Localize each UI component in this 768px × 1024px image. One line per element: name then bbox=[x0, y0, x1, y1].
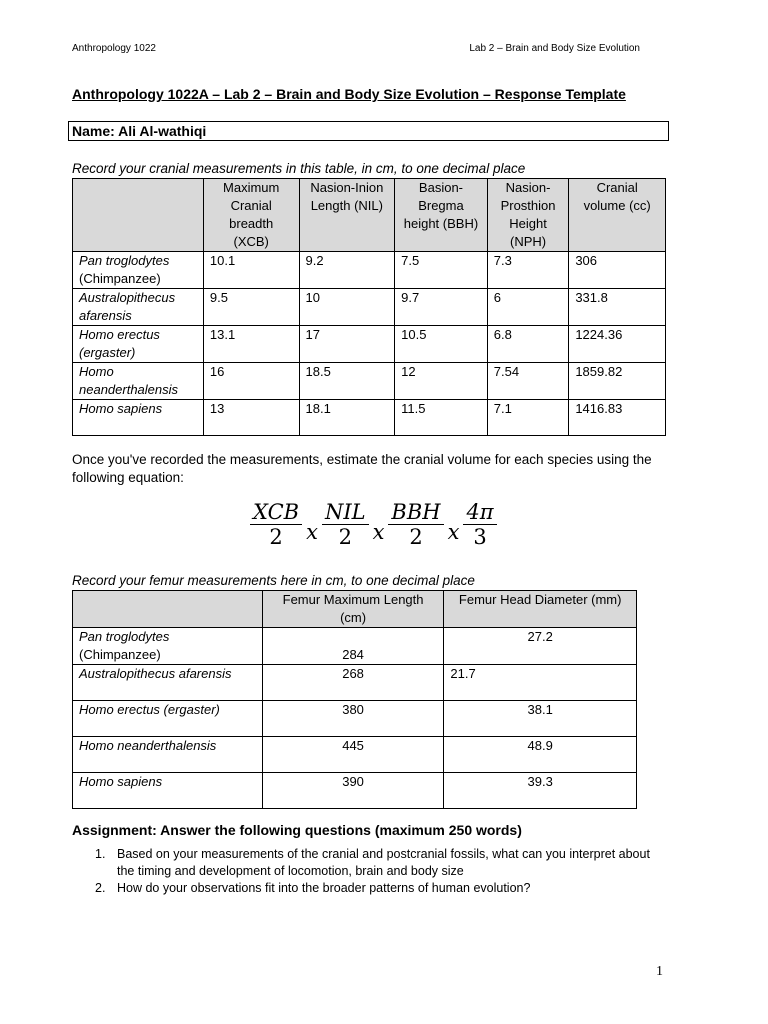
fraction-xcb bbox=[250, 500, 302, 549]
question-number: 1. bbox=[95, 847, 106, 861]
table-row bbox=[73, 400, 666, 436]
cranial-volume-equation bbox=[248, 500, 499, 549]
denominator: 2 bbox=[409, 525, 423, 549]
species-cell: Homo erectus (ergaster) bbox=[73, 701, 263, 737]
femur-head-cell[interactable]: 38.1 bbox=[444, 701, 637, 737]
name-field[interactable] bbox=[68, 121, 669, 141]
femur-header-row bbox=[73, 591, 637, 628]
species-common-name: (Chimpanzee) bbox=[79, 647, 161, 662]
nph-cell[interactable]: 7.3 bbox=[487, 252, 569, 289]
species-name: Pan troglodytes bbox=[79, 253, 170, 268]
denominator: 3 bbox=[473, 525, 487, 549]
femur-length-cell[interactable]: 284 bbox=[262, 628, 444, 665]
nph-cell[interactable]: 7.54 bbox=[487, 363, 569, 400]
table-row bbox=[73, 737, 637, 773]
femur-table bbox=[72, 590, 637, 809]
col-header-nil: Nasion-Inion Length (NIL) bbox=[299, 179, 395, 252]
nil-cell[interactable]: 10 bbox=[299, 289, 395, 326]
femur-header-empty bbox=[73, 591, 263, 628]
bbh-cell[interactable]: 10.5 bbox=[395, 326, 488, 363]
nil-cell[interactable]: 17 bbox=[299, 326, 395, 363]
femur-head-cell[interactable]: 48.9 bbox=[444, 737, 637, 773]
femur-length-cell[interactable]: 445 bbox=[262, 737, 444, 773]
numerator: BBH bbox=[391, 500, 441, 524]
species-cell: Australopithecus afarensis bbox=[73, 289, 204, 326]
name-label: Name: Ali Al-wathiqi bbox=[72, 123, 207, 139]
list-item bbox=[95, 846, 655, 880]
assignment-heading: Assignment: Answer the following questions (maximum 250 words) bbox=[72, 822, 522, 838]
species-cell: Australopithecus afarensis bbox=[73, 665, 263, 701]
nil-cell[interactable]: 18.1 bbox=[299, 400, 395, 436]
nph-cell[interactable]: 6.8 bbox=[487, 326, 569, 363]
femur-head-cell[interactable]: 39.3 bbox=[444, 773, 637, 809]
xcb-cell[interactable]: 13.1 bbox=[203, 326, 299, 363]
species-cell bbox=[73, 326, 204, 363]
page-number: 1 bbox=[656, 964, 663, 979]
table-row bbox=[73, 773, 637, 809]
femur-head-cell[interactable]: 27.2 bbox=[444, 628, 637, 665]
header-course: Anthropology 1022 bbox=[72, 43, 156, 54]
page-title: Anthropology 1022A – Lab 2 – Brain and Body Size Evolution – Response Template bbox=[72, 86, 626, 102]
col-header-femur-length: Femur Maximum Length (cm) bbox=[262, 591, 444, 628]
equation-instruction: Once you've recorded the measurements, estimate the cranial volume for each species using the following equation: bbox=[72, 452, 652, 485]
table-row bbox=[73, 252, 666, 289]
species-subname: (ergaster) bbox=[79, 345, 136, 360]
volume-cell[interactable]: 331.8 bbox=[569, 289, 666, 326]
denominator: 2 bbox=[269, 525, 283, 549]
table-row bbox=[73, 289, 666, 326]
femur-length-cell[interactable]: 268 bbox=[262, 665, 444, 701]
numerator: XCB bbox=[253, 500, 300, 524]
species-cell: Homo neanderthalensis bbox=[73, 737, 263, 773]
femur-head-cell[interactable]: 21.7 bbox=[444, 665, 637, 701]
table-row bbox=[73, 326, 666, 363]
bbh-cell[interactable]: 12 bbox=[395, 363, 488, 400]
list-item bbox=[95, 880, 655, 897]
femur-length-cell[interactable]: 390 bbox=[262, 773, 444, 809]
nil-cell[interactable]: 18.5 bbox=[299, 363, 395, 400]
table-row bbox=[73, 363, 666, 400]
cranial-header-empty bbox=[73, 179, 204, 252]
bbh-cell[interactable]: 9.7 bbox=[395, 289, 488, 326]
xcb-cell[interactable]: 13 bbox=[203, 400, 299, 436]
header-lab: Lab 2 – Brain and Body Size Evolution bbox=[469, 43, 640, 54]
question-list bbox=[95, 846, 655, 897]
xcb-cell[interactable]: 9.5 bbox=[203, 289, 299, 326]
nph-cell[interactable]: 6 bbox=[487, 289, 569, 326]
species-cell: Homo neanderthalensis bbox=[73, 363, 204, 400]
multiply-sign: x bbox=[372, 519, 385, 544]
multiply-sign: x bbox=[447, 519, 460, 544]
bbh-cell[interactable]: 11.5 bbox=[395, 400, 488, 436]
multiply-sign: x bbox=[306, 519, 318, 544]
species-name: Pan troglodytes bbox=[79, 629, 170, 644]
species-cell: Homo sapiens bbox=[73, 400, 204, 436]
question-text: Based on your measurements of the cranial and postcranial fossils, what can you interpret about the timing and development of locomotion, brain and body size bbox=[117, 847, 650, 878]
cranial-header-row bbox=[73, 179, 666, 252]
denominator: 2 bbox=[338, 525, 352, 549]
col-header-xcb: Maximum Cranial breadth (XCB) bbox=[203, 179, 299, 252]
volume-cell[interactable]: 1859.82 bbox=[569, 363, 666, 400]
species-cell bbox=[73, 252, 204, 289]
xcb-cell[interactable]: 16 bbox=[203, 363, 299, 400]
cranial-caption: Record your cranial measurements in this table, in cm, to one decimal place bbox=[72, 161, 526, 176]
xcb-cell[interactable]: 10.1 bbox=[203, 252, 299, 289]
species-cell: Homo sapiens bbox=[73, 773, 263, 809]
fraction-4pi-over-3 bbox=[463, 500, 496, 549]
table-row bbox=[73, 701, 637, 737]
species-common-name: (Chimpanzee) bbox=[79, 271, 161, 286]
nph-cell[interactable]: 7.1 bbox=[487, 400, 569, 436]
table-row bbox=[73, 665, 637, 701]
volume-cell[interactable]: 306 bbox=[569, 252, 666, 289]
species-cell bbox=[73, 628, 263, 665]
question-text: How do your observations fit into the broader patterns of human evolution? bbox=[117, 881, 531, 895]
col-header-nph: Nasion-Prosthion Height (NPH) bbox=[487, 179, 569, 252]
table-row bbox=[73, 628, 637, 665]
femur-caption: Record your femur measurements here in cm, to one decimal place bbox=[72, 573, 475, 588]
col-header-bbh: Basion-Bregma height (BBH) bbox=[395, 179, 488, 252]
col-header-volume: Cranial volume (cc) bbox=[569, 179, 666, 252]
nil-cell[interactable]: 9.2 bbox=[299, 252, 395, 289]
volume-cell[interactable]: 1224.36 bbox=[569, 326, 666, 363]
cranial-table bbox=[72, 178, 666, 436]
fraction-bbh bbox=[388, 500, 443, 549]
question-number: 2. bbox=[95, 881, 106, 895]
fraction-nil bbox=[322, 500, 369, 549]
numerator: NIL bbox=[324, 500, 366, 524]
bbh-cell[interactable]: 7.5 bbox=[395, 252, 488, 289]
col-header-femur-head: Femur Head Diameter (mm) bbox=[444, 591, 637, 628]
femur-length-cell[interactable]: 380 bbox=[262, 701, 444, 737]
volume-cell[interactable]: 1416.83 bbox=[569, 400, 666, 436]
species-name: Homo erectus bbox=[79, 327, 160, 342]
numerator: 4π bbox=[466, 500, 494, 524]
